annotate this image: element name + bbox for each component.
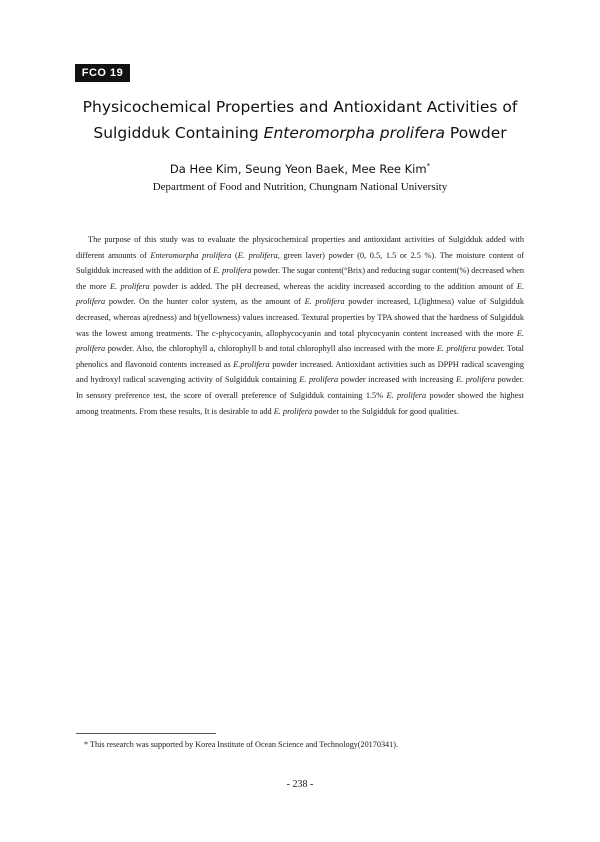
abstract-italic-term: E. prolifera [237, 250, 278, 260]
abstract-italic-term: E. prolifera [109, 281, 150, 291]
abstract-italic-term: E.prolifera [233, 359, 270, 369]
funding-footnote: * This research was supported by Korea Institute of Ocean Science and Technology(20170341). [84, 740, 399, 749]
abstract-text-run: powder to the Sulgidduk for good qualities. [312, 406, 459, 416]
abstract-italic-term: E. prolifera [299, 375, 339, 385]
author-names: Da Hee Kim, Seung Yeon Baek, Mee Ree Kim [169, 162, 427, 176]
abstract-text-run: powder is added. The pH decreased, whereas the acidity increased according to the addition amount of [149, 281, 517, 291]
affiliation: Department of Food and Nutrition, Chungnam National University [152, 181, 448, 193]
abstract-italic-term: E. prolifera [273, 406, 313, 416]
title-line-2-suffix: Powder [444, 124, 507, 142]
abstract-text-run: powder. Also, the chlorophyll a, chlorophyll b and total chlorophyll also increased with the more [105, 344, 437, 354]
abstract-text-run: powder. The sugar content(°Brix) and reducing sugar content(%) decreased when the more [76, 266, 525, 291]
abstract-text-run: powder. In sensory preference test, the score of overall preference of Sulgidduk containing 1.5% [76, 375, 524, 400]
paper-title [60, 94, 540, 146]
abstract-italic-term: Enteromorpha prolifera [150, 250, 232, 260]
abstract-text-run: powder. Total phenolics and flavonoid contents increased as [76, 344, 524, 369]
abstract-text-run: powder increased. Antioxidant activities such as DPPH radical scavenging and hydroxyl radical scavenging activity of Sulgidduk containing [76, 359, 524, 385]
abstract-italic-term: E. prolifera [76, 328, 524, 354]
abstract-text-run: powder increased, L(lightness) value of Sulgidduk decreased, whereas a(redness) and b(yellowness) values increased. Textural properties by TPA showed that the hardness of Sulgidduk was the lowest among treatments. The c-phycocyanin, allophycocyanin and total phycocyanin content increased with the more [76, 297, 524, 338]
abstract-italic-term: E. prolifera [212, 266, 252, 276]
abstract-italic-term: E. prolifera [436, 344, 476, 354]
abstract-text-run: The purpose of this study was to evaluate the physicochemical properties and antioxidant activities of Sulgidduk added with different amounts of [76, 235, 524, 260]
abstract-italic-term: E. prolifera [386, 390, 427, 400]
abstract-paragraph [76, 232, 524, 419]
author-list [60, 162, 540, 176]
title-line-2-prefix: Sulgidduk Containing [93, 124, 264, 142]
title-species-name: Enteromorpha prolifera [263, 124, 445, 142]
abstract-text-run: powder increased with increasing [338, 375, 457, 385]
title-line-1: Physicochemical Properties and Antioxidant Activities of [82, 98, 518, 116]
abstract-italic-term: E. prolifera [456, 375, 495, 385]
abstract-italic-term: E. prolifera [304, 297, 345, 307]
abstract-text-run: powder showed the highest among treatments. From these results, It is desirable to add [76, 390, 524, 416]
page-number: - 238 - [286, 779, 314, 790]
corresponding-author-mark: * [426, 162, 431, 171]
abstract-italic-term: E. prolifera [76, 281, 524, 307]
session-code-badge: FCO 19 [75, 64, 130, 82]
abstract-text-run: , green laver) powder (0, 0.5, 1.5 or 2.5 %). The moisture content of Sulgidduk increased with the addition of [76, 250, 524, 276]
footnote-divider [76, 733, 216, 734]
abstract-text-run: ( [231, 250, 238, 260]
title-line-2 [60, 120, 540, 146]
abstract-text-run: powder. On the hunter color system, as the amount of [105, 297, 305, 307]
